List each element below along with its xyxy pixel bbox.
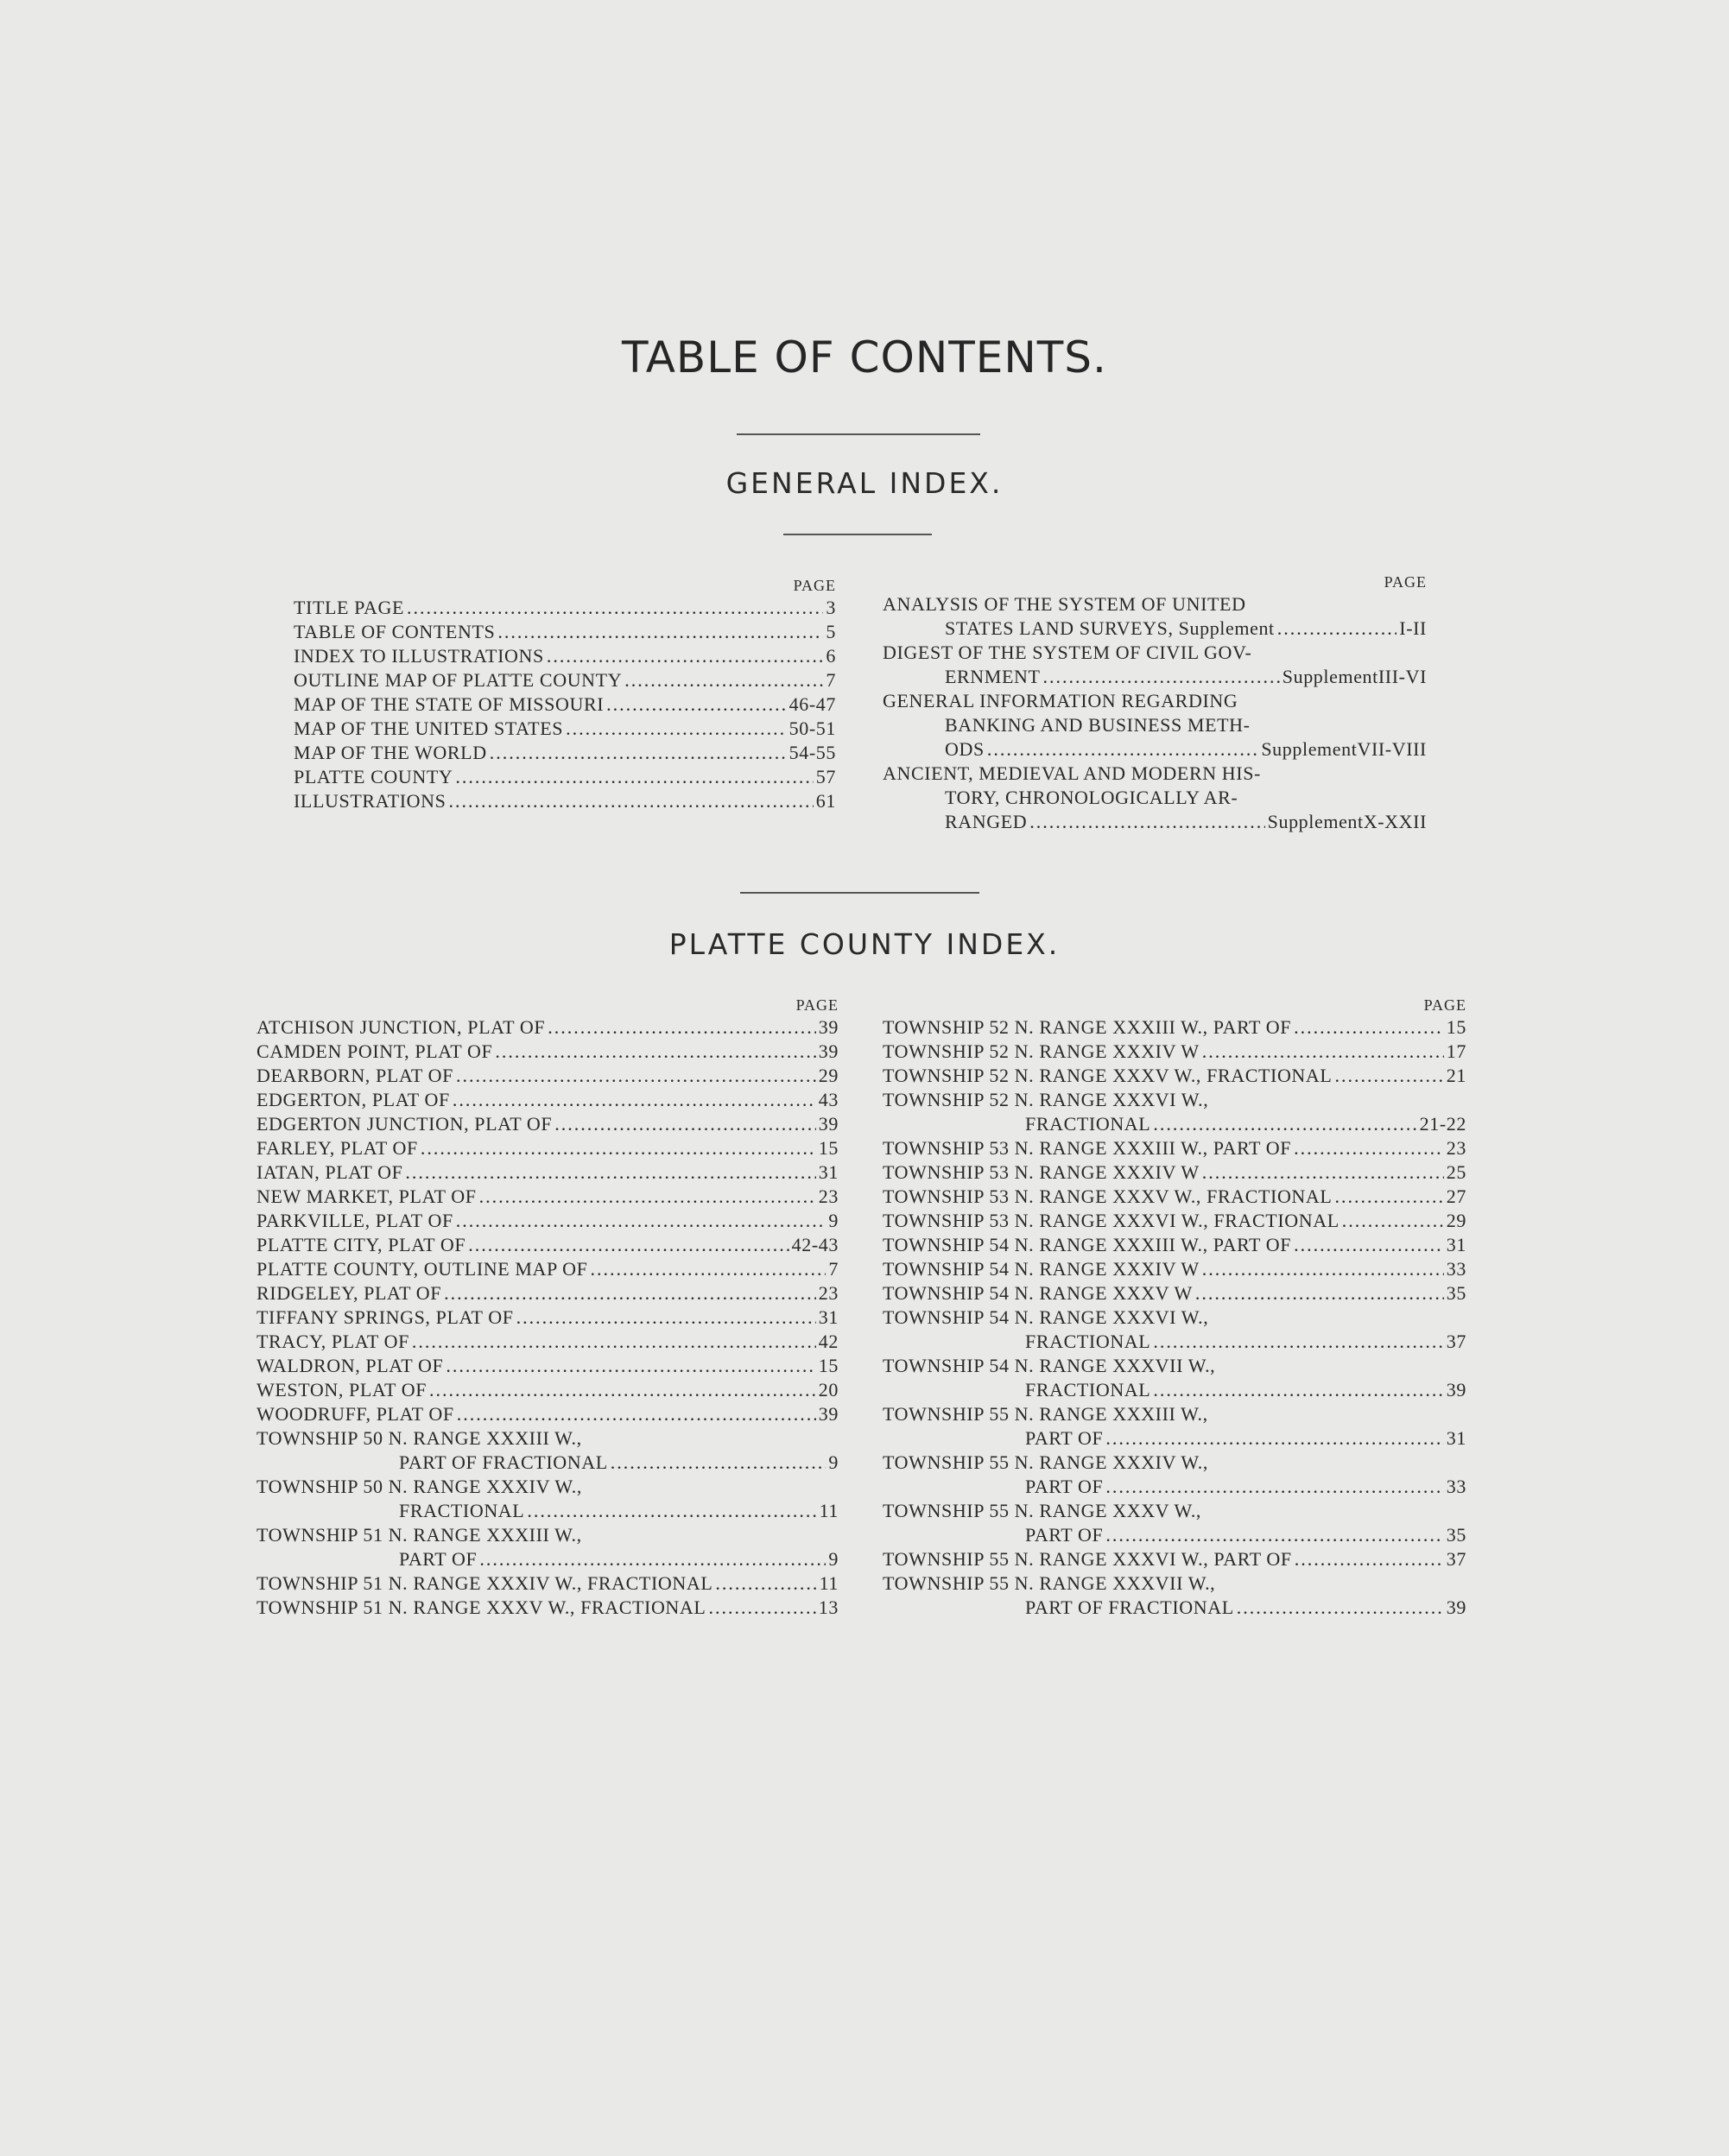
index-entry — [883, 641, 1427, 689]
page-number: 31 — [818, 1306, 839, 1328]
dot-leader — [448, 789, 813, 813]
dot-leader — [554, 1112, 816, 1136]
entry-row — [256, 1233, 839, 1257]
entry-row — [294, 668, 836, 692]
dot-leader — [1202, 1160, 1444, 1185]
entry-row — [256, 1160, 839, 1185]
entry-row — [256, 1499, 839, 1523]
page-number: 46-47 — [788, 693, 836, 715]
index-entry — [883, 1136, 1466, 1160]
entry-label: MAP OF THE WORLD — [294, 742, 487, 763]
page-number: 6 — [826, 645, 836, 667]
page-number: 39 — [1446, 1596, 1466, 1618]
entry-row — [256, 1402, 839, 1426]
entry-label: PLATTE CITY, PLAT OF — [256, 1234, 466, 1255]
page-number: 54-55 — [788, 742, 836, 763]
entry-row — [294, 596, 836, 620]
page-number: 21 — [1446, 1065, 1466, 1086]
entry-label: DEARBORN, PLAT OF — [256, 1065, 453, 1086]
entry-label: PARKVILLE, PLAT OF — [256, 1210, 453, 1231]
index-entry — [883, 1015, 1466, 1040]
dot-leader — [421, 1136, 816, 1160]
index-entry — [294, 596, 836, 620]
dot-leader — [407, 596, 823, 620]
page-number: 29 — [1446, 1210, 1466, 1231]
dot-leader — [1334, 1185, 1443, 1209]
dot-leader — [479, 1547, 826, 1571]
entry-row — [883, 665, 1427, 689]
entry-row — [883, 1596, 1466, 1620]
entry-label: PLATTE COUNTY — [294, 766, 453, 787]
entry-label: TOWNSHIP 52 N. RANGE XXXIV W — [883, 1040, 1200, 1062]
index-entry — [256, 1523, 839, 1571]
index-entry — [256, 1088, 839, 1112]
entry-row — [256, 1015, 839, 1040]
index-entry — [883, 1571, 1466, 1620]
entry-row — [294, 741, 836, 765]
entry-label: CAMDEN POINT, PLAT OF — [256, 1040, 493, 1062]
entry-line: ANCIENT, MEDIEVAL AND MODERN HIS- — [883, 762, 1261, 784]
entry-row — [883, 1330, 1466, 1354]
entry-row — [294, 717, 836, 741]
dot-leader — [715, 1571, 816, 1596]
entry-label: PART OF — [1025, 1427, 1104, 1449]
index-entry — [294, 717, 836, 741]
page-number: X-XXII — [1363, 811, 1427, 832]
dot-leader — [405, 1160, 815, 1185]
dot-leader — [708, 1596, 815, 1620]
index-entry — [883, 1451, 1466, 1499]
page-column-header: PAGE — [1423, 996, 1466, 1014]
entry-row — [256, 1040, 839, 1064]
dot-leader — [1153, 1330, 1443, 1354]
entry-row — [883, 1209, 1466, 1233]
page-number: 9 — [828, 1548, 839, 1570]
dot-leader — [1043, 665, 1280, 689]
entry-row — [294, 692, 836, 717]
index-entry — [256, 1330, 839, 1354]
entry-row — [883, 616, 1427, 641]
index-entry — [256, 1306, 839, 1330]
entry-label: STATES LAND SURVEYS, Supplement — [945, 617, 1275, 639]
entry-label: TOWNSHIP 53 N. RANGE XXXIII W., PART OF — [883, 1137, 1292, 1159]
dot-leader — [516, 1306, 816, 1330]
page-number: III-VI — [1378, 666, 1427, 687]
dot-leader — [1195, 1281, 1444, 1306]
dot-leader — [453, 1088, 816, 1112]
dot-leader — [987, 737, 1259, 762]
dot-leader — [1294, 1233, 1444, 1257]
page-column-header: PAGE — [1384, 573, 1427, 591]
entry-label: ERNMENT — [945, 666, 1041, 687]
entry-row — [256, 1136, 839, 1160]
dot-leader — [548, 1015, 816, 1040]
page-number: 29 — [818, 1065, 839, 1086]
dot-leader — [446, 1354, 815, 1378]
page-number: 5 — [826, 621, 836, 642]
dot-leader — [479, 1185, 816, 1209]
entry-label: WOODRUFF, PLAT OF — [256, 1403, 454, 1425]
entry-label: ATCHISON JUNCTION, PLAT OF — [256, 1016, 546, 1038]
index-entry — [883, 1402, 1466, 1451]
page-number: 31 — [1446, 1234, 1466, 1255]
entry-label: NEW MARKET, PLAT OF — [256, 1185, 477, 1207]
entry-row — [256, 1257, 839, 1281]
page-number: 7 — [826, 669, 836, 691]
index-entry — [256, 1136, 839, 1160]
index-entry — [883, 1064, 1466, 1088]
entry-line: TOWNSHIP 50 N. RANGE XXXIV W., — [256, 1476, 582, 1497]
entry-label: TOWNSHIP 52 N. RANGE XXXV W., FRACTIONAL — [883, 1065, 1333, 1086]
entry-row — [294, 620, 836, 644]
entry-row — [256, 1281, 839, 1306]
entry-line: TOWNSHIP 50 N. RANGE XXXIII W., — [256, 1427, 582, 1449]
index-entry — [883, 1088, 1466, 1136]
dot-leader — [1153, 1112, 1416, 1136]
entry-label: TOWNSHIP 51 N. RANGE XXXV W., FRACTIONAL — [256, 1596, 706, 1618]
entry-row — [256, 1451, 839, 1475]
entry-row — [883, 1136, 1466, 1160]
entry-suffix: Supplement — [1282, 666, 1378, 687]
entry-label: TIFFANY SPRINGS, PLAT OF — [256, 1306, 514, 1328]
county-index-right-column — [883, 995, 1466, 1620]
dot-leader — [1334, 1064, 1443, 1088]
dot-leader — [495, 1040, 815, 1064]
dot-leader — [468, 1233, 788, 1257]
page-number: 21-22 — [1419, 1113, 1466, 1135]
entry-row — [256, 1354, 839, 1378]
entry-row — [294, 765, 836, 789]
entry-line: DIGEST OF THE SYSTEM OF CIVIL GOV- — [883, 642, 1252, 663]
index-entry — [883, 689, 1427, 762]
dot-leader — [412, 1330, 816, 1354]
entry-line: TOWNSHIP 54 N. RANGE XXXVI W., — [883, 1306, 1209, 1328]
entry-label: PART OF FRACTIONAL — [1025, 1596, 1234, 1618]
dot-leader — [444, 1281, 816, 1306]
dot-leader — [497, 620, 823, 644]
page-number: 39 — [818, 1113, 839, 1135]
dot-leader — [429, 1378, 816, 1402]
county-index-heading: PLATTE COUNTY INDEX. — [668, 927, 1061, 961]
page-number: 23 — [1446, 1137, 1466, 1159]
index-entry — [256, 1233, 839, 1257]
index-entry — [883, 1547, 1466, 1571]
entry-row — [883, 1185, 1466, 1209]
dot-leader — [624, 668, 823, 692]
general-index-divider — [783, 534, 932, 535]
index-entry — [256, 1015, 839, 1040]
entry-label: RIDGELEY, PLAT OF — [256, 1282, 442, 1304]
page-number: 35 — [1446, 1524, 1466, 1546]
dot-leader — [566, 717, 787, 741]
index-entry — [256, 1596, 839, 1620]
entry-line: ANALYSIS OF THE SYSTEM OF UNITED — [883, 593, 1246, 615]
entry-label: PLATTE COUNTY, OUTLINE MAP OF — [256, 1258, 588, 1280]
index-entry — [883, 1160, 1466, 1185]
page-number: 25 — [1446, 1161, 1466, 1183]
dot-leader — [1295, 1547, 1444, 1571]
page-column-header: PAGE — [793, 577, 836, 594]
page-number: 39 — [1446, 1379, 1466, 1400]
entry-line: GENERAL INFORMATION REGARDING — [883, 690, 1238, 711]
page-number: 42-43 — [791, 1234, 839, 1255]
index-entry — [256, 1354, 839, 1378]
entry-label: TITLE PAGE — [294, 597, 405, 618]
entry-label: TRACY, PLAT OF — [256, 1331, 409, 1352]
dot-leader — [606, 692, 787, 717]
dot-leader — [456, 1209, 826, 1233]
index-entry — [294, 741, 836, 765]
page-number: 42 — [818, 1331, 839, 1352]
entry-line: TOWNSHIP 54 N. RANGE XXXVII W., — [883, 1355, 1216, 1376]
page-number: 3 — [826, 597, 836, 618]
entry-label: MAP OF THE STATE OF MISSOURI — [294, 693, 605, 715]
entry-row — [256, 1112, 839, 1136]
index-entry — [256, 1257, 839, 1281]
page-number: 15 — [818, 1137, 839, 1159]
page-number: 11 — [819, 1500, 839, 1521]
index-entry — [256, 1185, 839, 1209]
index-entry — [294, 644, 836, 668]
page-number: I-II — [1399, 617, 1427, 639]
county-index-left-column — [256, 995, 839, 1620]
page-number: 39 — [818, 1016, 839, 1038]
page-number: 50-51 — [788, 718, 836, 739]
entry-row — [883, 810, 1427, 834]
dot-leader — [1153, 1378, 1443, 1402]
entry-row — [883, 1233, 1466, 1257]
page-number: 20 — [818, 1379, 839, 1400]
entry-row — [256, 1088, 839, 1112]
entry-label: PART OF FRACTIONAL — [399, 1451, 608, 1473]
page-number: 43 — [818, 1089, 839, 1110]
page-number: 33 — [1446, 1258, 1466, 1280]
index-entry — [883, 1209, 1466, 1233]
entry-label: EDGERTON JUNCTION, PLAT OF — [256, 1113, 553, 1135]
dot-leader — [1342, 1209, 1444, 1233]
dot-leader — [1105, 1523, 1443, 1547]
entry-suffix: Supplement — [1267, 811, 1364, 832]
page-number: 37 — [1446, 1331, 1466, 1352]
dot-leader — [490, 741, 787, 765]
entry-row — [256, 1547, 839, 1571]
entry-row — [294, 789, 836, 813]
dot-leader — [1202, 1257, 1444, 1281]
page-number: 9 — [828, 1451, 839, 1473]
entry-label: FRACTIONAL — [399, 1500, 525, 1521]
entry-row — [294, 644, 836, 668]
entry-row — [256, 1571, 839, 1596]
index-entry — [256, 1160, 839, 1185]
entry-row — [883, 1378, 1466, 1402]
dot-leader — [1105, 1475, 1443, 1499]
entry-label: TOWNSHIP 55 N. RANGE XXXVI W., PART OF — [883, 1548, 1292, 1570]
index-entry — [294, 620, 836, 644]
dot-leader — [1105, 1426, 1443, 1451]
entry-label: FRACTIONAL — [1025, 1379, 1151, 1400]
page-title: TABLE OF CONTENTS. — [622, 332, 1107, 383]
section-divider — [740, 892, 979, 894]
entry-label: FRACTIONAL — [1025, 1113, 1151, 1135]
entry-label: TOWNSHIP 52 N. RANGE XXXIII W., PART OF — [883, 1016, 1292, 1038]
page-number: 15 — [818, 1355, 839, 1376]
entry-label: PART OF — [1025, 1476, 1104, 1497]
entry-label: TOWNSHIP 54 N. RANGE XXXV W — [883, 1282, 1193, 1304]
entry-row — [883, 1281, 1466, 1306]
index-entry — [883, 762, 1427, 834]
entry-row — [883, 1015, 1466, 1040]
page-number: 57 — [815, 766, 836, 787]
page-number: 23 — [818, 1185, 839, 1207]
page-number: 17 — [1446, 1040, 1466, 1062]
index-entry — [883, 1040, 1466, 1064]
index-entry — [256, 1281, 839, 1306]
dot-leader — [1277, 616, 1397, 641]
page-number: 13 — [818, 1596, 839, 1618]
index-entry — [256, 1402, 839, 1426]
entry-row — [883, 1040, 1466, 1064]
page-number: 27 — [1446, 1185, 1466, 1207]
entry-row — [883, 1064, 1466, 1088]
entry-line: TOWNSHIP 51 N. RANGE XXXIII W., — [256, 1524, 582, 1546]
dot-leader — [1202, 1040, 1444, 1064]
entry-label: RANGED — [945, 811, 1028, 832]
entry-label: TOWNSHIP 54 N. RANGE XXXIII W., PART OF — [883, 1234, 1292, 1255]
entry-line: TOWNSHIP 52 N. RANGE XXXVI W., — [883, 1089, 1209, 1110]
index-entry — [294, 789, 836, 813]
page-number: 15 — [1446, 1016, 1466, 1038]
page-number: VII-VIII — [1357, 738, 1427, 760]
entry-line: BANKING AND BUSINESS METH- — [945, 714, 1251, 736]
index-entry — [294, 668, 836, 692]
entry-line: TOWNSHIP 55 N. RANGE XXXIV W., — [883, 1451, 1208, 1473]
title-divider — [737, 433, 980, 435]
page-number: 7 — [828, 1258, 839, 1280]
page-number: 39 — [818, 1403, 839, 1425]
entry-line: TOWNSHIP 55 N. RANGE XXXIII W., — [883, 1403, 1208, 1425]
index-entry — [294, 765, 836, 789]
entry-label: INDEX TO ILLUSTRATIONS — [294, 645, 544, 667]
dot-leader — [1029, 810, 1264, 834]
entry-label: EDGERTON, PLAT OF — [256, 1089, 450, 1110]
entry-row — [883, 1257, 1466, 1281]
dot-leader — [590, 1257, 826, 1281]
entry-row — [256, 1330, 839, 1354]
page-number: 61 — [815, 790, 836, 812]
index-entry — [256, 1426, 839, 1475]
entry-label: FARLEY, PLAT OF — [256, 1137, 418, 1159]
index-entry — [256, 1112, 839, 1136]
index-entry — [883, 1499, 1466, 1547]
index-entry — [883, 1233, 1466, 1257]
entry-row — [256, 1378, 839, 1402]
entry-row — [256, 1306, 839, 1330]
dot-leader — [1294, 1136, 1444, 1160]
entry-row — [256, 1596, 839, 1620]
entry-row — [883, 1547, 1466, 1571]
entry-label: WESTON, PLAT OF — [256, 1379, 428, 1400]
index-entry — [294, 692, 836, 717]
entry-label: ODS — [945, 738, 985, 760]
entry-row — [883, 1475, 1466, 1499]
entry-row — [256, 1185, 839, 1209]
index-entry — [256, 1064, 839, 1088]
entry-row — [883, 1112, 1466, 1136]
entry-label: WALDRON, PLAT OF — [256, 1355, 444, 1376]
index-entry — [883, 1306, 1466, 1354]
entry-label: OUTLINE MAP OF PLATTE COUNTY — [294, 669, 623, 691]
index-entry — [256, 1209, 839, 1233]
dot-leader — [611, 1451, 826, 1475]
index-entry — [256, 1475, 839, 1523]
page-number: 31 — [1446, 1427, 1466, 1449]
index-entry — [883, 1257, 1466, 1281]
dot-leader — [527, 1499, 816, 1523]
dot-leader — [456, 1064, 816, 1088]
entry-row — [883, 1426, 1466, 1451]
entry-label: TOWNSHIP 53 N. RANGE XXXV W., FRACTIONAL — [883, 1185, 1333, 1207]
index-entry — [883, 1354, 1466, 1402]
index-entry — [256, 1040, 839, 1064]
entry-line: TORY, CHRONOLOGICALLY AR- — [945, 787, 1238, 808]
page-number: 37 — [1446, 1548, 1466, 1570]
dot-leader — [455, 765, 813, 789]
dot-leader — [457, 1402, 816, 1426]
page-number: 33 — [1446, 1476, 1466, 1497]
entry-label: MAP OF THE UNITED STATES — [294, 718, 564, 739]
entry-label: ILLUSTRATIONS — [294, 790, 446, 812]
dot-leader — [547, 644, 824, 668]
entry-row — [883, 1523, 1466, 1547]
page-number: 9 — [828, 1210, 839, 1231]
page-number: 23 — [818, 1282, 839, 1304]
entry-label: PART OF — [1025, 1524, 1104, 1546]
entry-label: TOWNSHIP 51 N. RANGE XXXIV W., FRACTIONAL — [256, 1572, 713, 1594]
entry-row — [883, 1160, 1466, 1185]
entry-row — [256, 1209, 839, 1233]
index-entry — [256, 1378, 839, 1402]
page-number: 35 — [1446, 1282, 1466, 1304]
entry-label: TOWNSHIP 53 N. RANGE XXXIV W — [883, 1161, 1200, 1183]
entry-label: PART OF — [399, 1548, 478, 1570]
general-index-heading: GENERAL INDEX. — [725, 466, 1004, 500]
entry-label: IATAN, PLAT OF — [256, 1161, 403, 1183]
dot-leader — [1237, 1596, 1444, 1620]
entry-label: FRACTIONAL — [1025, 1331, 1151, 1352]
general-index-right-column — [883, 572, 1427, 834]
index-entry — [256, 1571, 839, 1596]
entry-label: TOWNSHIP 53 N. RANGE XXXVI W., FRACTIONAL — [883, 1210, 1340, 1231]
dot-leader — [1294, 1015, 1444, 1040]
general-index-left-column — [294, 575, 836, 813]
page-column-header: PAGE — [795, 996, 839, 1014]
index-entry — [883, 1281, 1466, 1306]
page-number: 31 — [818, 1161, 839, 1183]
entry-line: TOWNSHIP 55 N. RANGE XXXV W., — [883, 1500, 1202, 1521]
entry-label: TOWNSHIP 54 N. RANGE XXXIV W — [883, 1258, 1200, 1280]
index-entry — [883, 592, 1427, 641]
entry-line: TOWNSHIP 55 N. RANGE XXXVII W., — [883, 1572, 1216, 1594]
page-number: 39 — [818, 1040, 839, 1062]
page-number: 11 — [819, 1572, 839, 1594]
entry-label: TABLE OF CONTENTS — [294, 621, 496, 642]
entry-row — [883, 737, 1427, 762]
entry-row — [256, 1064, 839, 1088]
entry-suffix: Supplement — [1261, 738, 1358, 760]
index-entry — [883, 1185, 1466, 1209]
